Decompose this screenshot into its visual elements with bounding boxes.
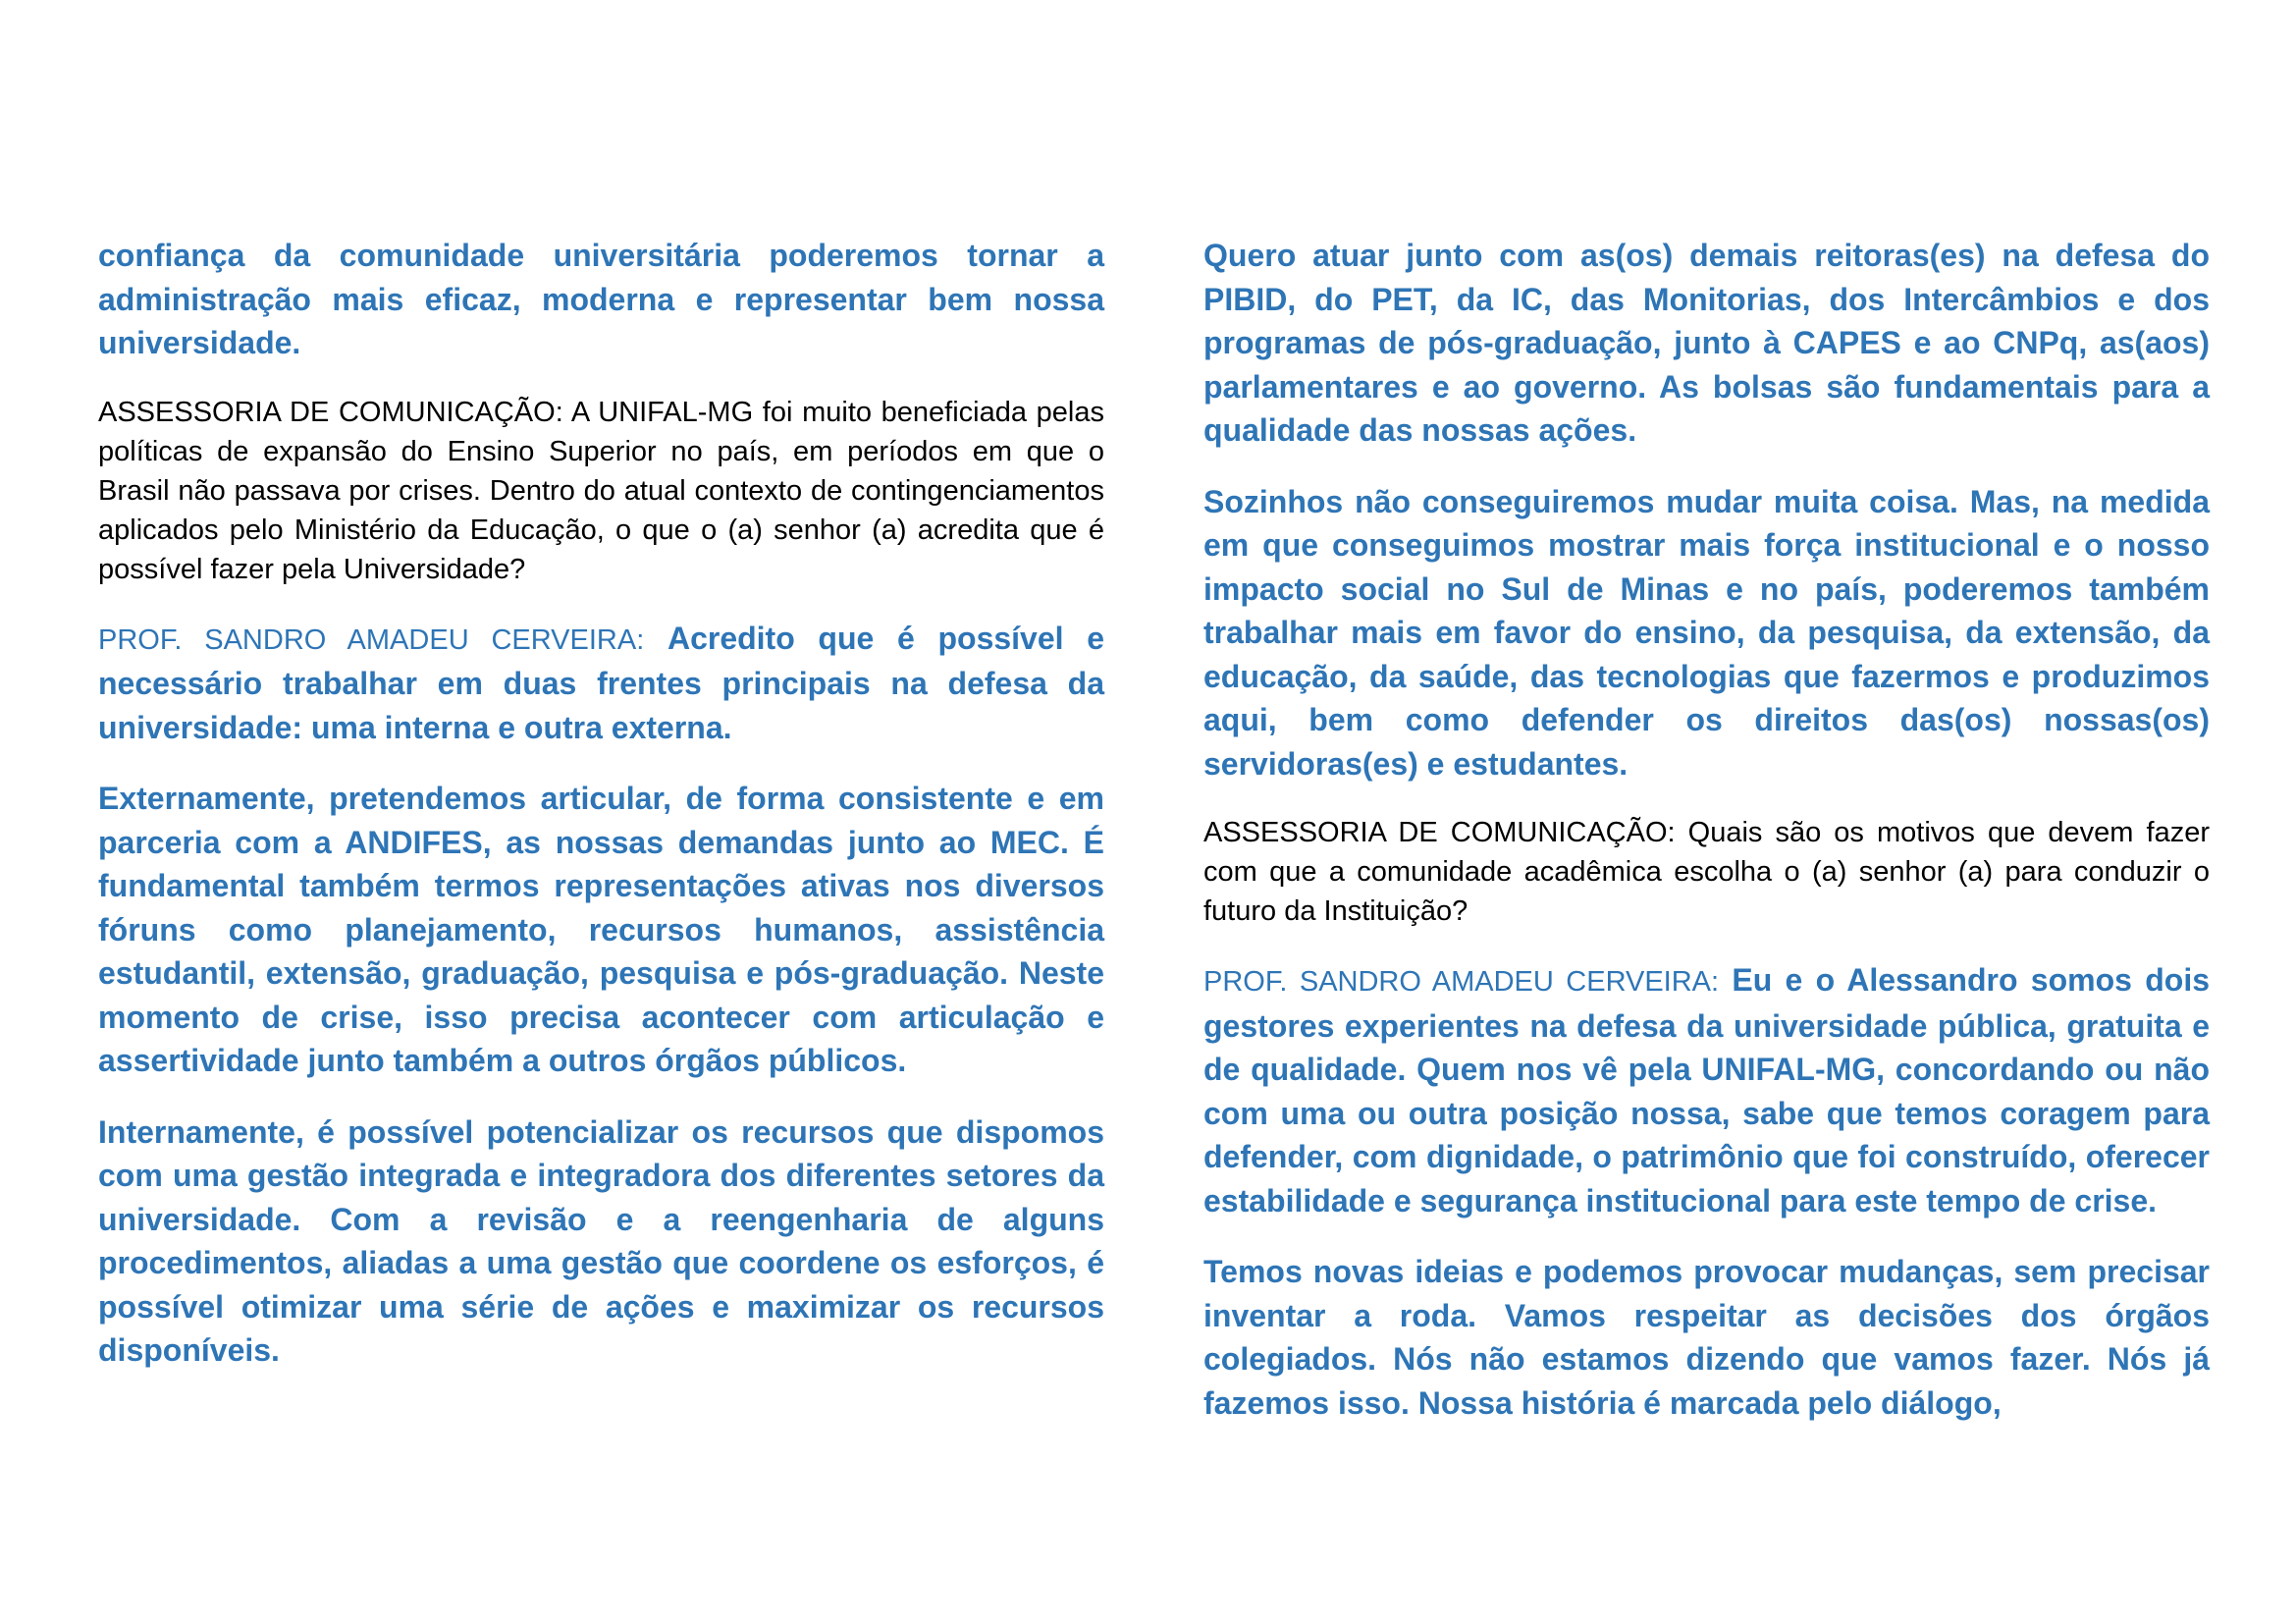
question-text: A UNIFAL-MG foi muito beneficiada pelas políticas de expansão do Ensino Superior no país, em períodos em que o Brasil não passava por crises. Dentro do atual contexto de contingenciamentos aplicados pelo Ministério da Educação, o que o (a) senhor (a) acredita que é possível fazer pela Universidade?: [98, 396, 1104, 585]
answer-speaker: PROF. SANDRO AMADEU CERVEIRA:: [1203, 966, 1720, 998]
answer-paragraph: confiança da comunidade universitária poderemos tornar a administração mais eficaz, moderna e representar bem nossa universidade.: [98, 238, 1104, 360]
answer-paragraph: Externamente, pretendemos articular, de forma consistente e em parceria com a ANDIFES, as nossas demandas junto ao MEC. É fundamental também termos representações ativas nos diversos fóruns como planejamento, recursos humanos, assistência estudantil, extensão, graduação, pesquisa e pós-graduação. Neste momento de crise, isso precisa acontecer com articulação e assertividade junto também a outros órgãos públicos.: [98, 781, 1104, 1078]
right-column: [1203, 234, 2210, 1452]
question-text: Quais são os motivos que devem fazer com que a comunidade acadêmica escolha o (a) senhor (a) para conduzir o futuro da Instituição?: [1203, 817, 2210, 927]
left-column: [98, 234, 1104, 1400]
answer-paragraph: Temos novas ideias e podemos provocar mudanças, sem precisar inventar a roda. Vamos respeitar as decisões dos órgãos colegiados. Nós não estamos dizendo que vamos fazer. Nós já fazemos isso. Nossa história é marcada pelo diálogo,: [1203, 1254, 2210, 1421]
question-speaker: ASSESSORIA DE COMUNICAÇÃO:: [98, 396, 563, 428]
speaker-answer-paragraph: [1203, 958, 2210, 1222]
answer-paragraph: Quero atuar junto com as(os) demais reitoras(es) na defesa do PIBID, do PET, da IC, das Monitorias, dos Intercâmbios e dos programas de pós-graduação, junto à CAPES e ao CNPq, as(aos) parlamentares e ao governo. As bolsas são fundamentais para a qualidade das nossas ações.: [1203, 238, 2210, 448]
question-paragraph: [1203, 813, 2210, 931]
answer-paragraph: Sozinhos não conseguiremos mudar muita coisa. Mas, na medida em que conseguimos mostrar mais força institucional e o nosso impacto social no Sul de Minas e no país, poderemos também trabalhar mais em favor do ensino, da pesquisa, da extensão, da educação, da saúde, das tecnologias que fazermos e produzimos aqui, bem como defender os direitos das(os) nossas(os) servidoras(es) e estudantes.: [1203, 483, 2210, 782]
answer-text: Eu e o Alessandro somos dois gestores experientes na defesa da universidade pública, gratuita e de qualidade. Quem nos vê pela UNIFAL-MG, concordando ou não com uma ou outra posição nossa, sabe que temos coragem para defender, com dignidade, o patrimônio que foi construído, oferecer estabilidade e segurança institucional para este tempo de crise.: [1203, 962, 2211, 1218]
answer-paragraph: Internamente, é possível potencializar os recursos que dispomos com uma gestão integrada e integradora dos diferentes setores da universidade. Com a revisão e a reengenharia de alguns procedimentos, aliadas a uma gestão que coordene os esforços, é possível otimizar uma série de ações e maximizar os recursos disponíveis.: [98, 1113, 1104, 1368]
question-paragraph: [98, 393, 1104, 589]
speaker-answer-paragraph: [98, 617, 1104, 750]
answer-text: Acredito que é possível e necessário trabalhar em duas frentes principais na defesa da universidade: uma interna e outra externa.: [98, 620, 1105, 745]
answer-speaker: PROF. SANDRO AMADEU CERVEIRA:: [98, 623, 645, 656]
question-speaker: ASSESSORIA DE COMUNICAÇÃO:: [1203, 817, 1676, 848]
